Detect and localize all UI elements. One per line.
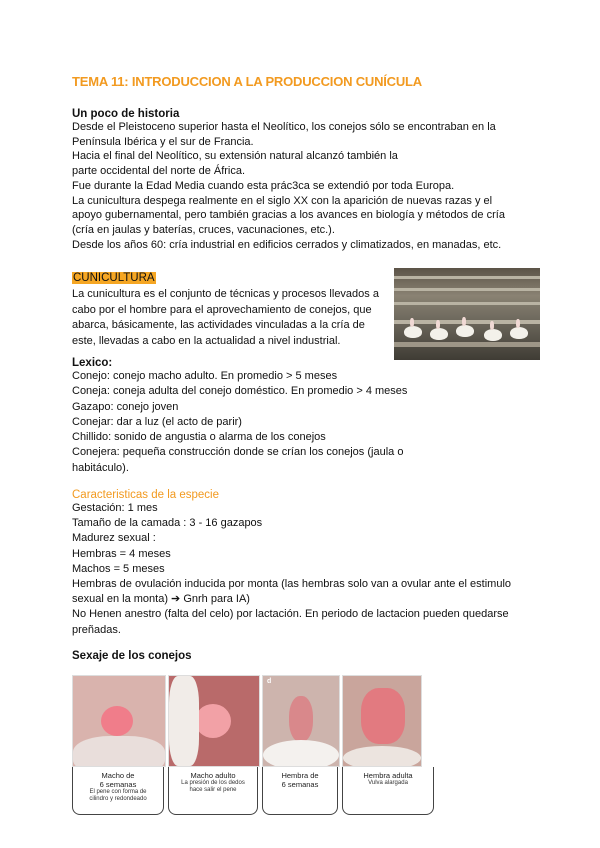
lexico-line: Conejo: conejo macho adulto. En promedio > 5 meses [72,370,338,382]
page-title: TEMA 11: INTRODUCCION A LA PRODUCCION CUNÍCULA [72,74,422,89]
sexaje-photo-1 [72,675,166,767]
cunicultura-heading: CUNICULTURA [73,272,155,284]
rabbit-farm-photo [394,268,540,360]
especie-heading: Caracteristicas de la especie [72,489,220,501]
lexico-line: Conejera: pequeña construcción donde se crían los conejos (jaula o [72,446,404,459]
cunicultura-line: La cunicultura es el conjunto de técnicas y procesos llevados a [72,288,379,300]
lexico-text [72,369,407,476]
history-line: apoyo gubernamental, pero también gracias a los avances en biología y métodos de cría [72,209,505,222]
especie-line: Madurez sexual : [72,532,156,545]
caption-hembra-6-semanas: Hembra de 6 semanas [262,767,338,815]
especie-line: sexual en la monta) ➔ Gnrh para IA) [72,593,250,606]
history-text [72,120,505,252]
sexaje-photo-2 [168,675,260,767]
sexaje-photo-4 [342,675,422,767]
lexico-line: Coneja: coneja adulta del conejo doméstico. En promedio > 4 meses [72,385,408,398]
especie-line: Hembras = 4 meses [72,547,171,560]
history-line: parte occidental del norte de África. [72,165,246,178]
especie-line: Gestación: 1 mes [72,502,158,514]
especie-line: preñadas. [72,623,121,636]
history-line: Desde los años 60: cría industrial en edificios cerrados y climatizados, en manadas, etc. [72,238,502,251]
especie-text [72,501,511,638]
caption-hembra-adulta: Hembra adulta Vulva alargada [342,767,434,815]
lexico-line: Gazapo: conejo joven [72,400,179,413]
history-line: Desde el Pleistoceno superior hasta el Neolítico, los conejos sólo se encontraban en la [72,121,496,133]
history-line: Hacia el final del Neolítico, su extensión natural alcanzó también la [72,150,398,163]
caption-macho-6-semanas: Macho de 6 semanas El pene con forma de cilindro y redondeado [72,767,164,815]
sexaje-section [72,650,192,662]
especie-section [72,489,511,638]
especie-line: No Henen anestro (falta del celo) por lactación. En periodo de lactacion pueden quedarse [72,608,509,621]
lexico-section [72,357,407,476]
cunicultura-line: este, llevadas a cabo en la actualidad a nivel industrial. [72,334,341,347]
lexico-heading: Lexico: [72,357,113,369]
sexaje-figure [72,675,434,815]
cunicultura-line: cabo por el hombre para el aprovechamiento de conejos, que [72,303,372,316]
lexico-line: Conejar: dar a luz (el acto de parir) [72,415,242,428]
especie-line: Tamaño de la camada : 3 - 16 gazapos [72,517,263,530]
cunicultura-section [72,268,379,349]
caption-macho-adulto: Macho adulto La presión de los dedos hace salir el pene [168,767,258,815]
lexico-line: habitáculo). [72,461,129,474]
history-heading: Un poco de historia [72,108,180,120]
especie-line: Hembras de ovulación inducida por monta (las hembras solo van a ovular ante el estimulo [72,578,512,591]
sexaje-photo-3: d [262,675,340,767]
cunicultura-line: abarca, básicamente, las actividades vinculadas a la cría de [72,319,365,331]
cunicultura-text [72,287,379,349]
history-section [72,108,505,252]
sexaje-heading: Sexaje de los conejos [72,650,192,662]
history-line: Península Ibérica y el sur de Francia. [72,135,254,148]
history-line: La cunicultura despega realmente en el siglo XX con la aparición de nuevas razas y el [72,194,493,207]
history-line: Fue durante la Edad Media cuando esta prác3ca se extendió por toda Europa. [72,179,455,192]
lexico-line: Chillido: sonido de angustia o alarma de los conejos [72,431,326,444]
especie-line: Machos = 5 meses [72,562,165,575]
history-line: (cría en jaulas y baterías, cruces, vacunaciones, etc.). [72,223,335,236]
